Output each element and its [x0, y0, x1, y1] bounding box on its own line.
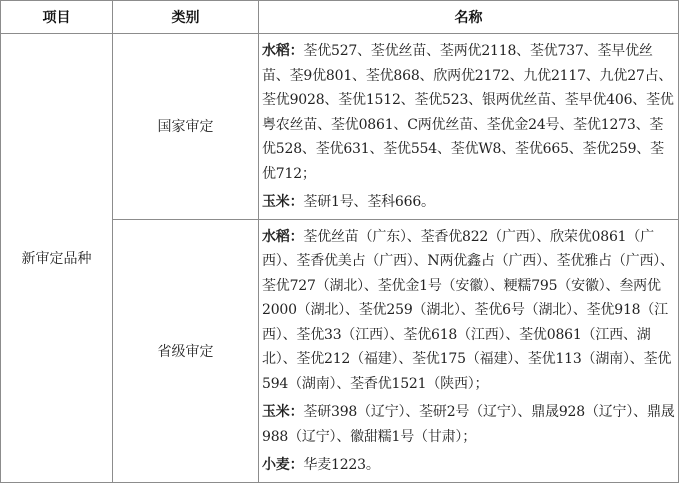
national-varieties: [259, 34, 679, 220]
provincial-corn-line: [262, 400, 676, 449]
section-cell: 新审定品种: [1, 34, 113, 483]
provincial-wheat-list: 华麦1223。: [303, 457, 380, 473]
corn-label: 玉米：: [262, 404, 304, 420]
national-corn-line: [262, 190, 676, 215]
header-row: [1, 1, 679, 34]
national-corn-list: 荃研1号、荃科666。: [303, 194, 435, 210]
wheat-label: 小麦：: [262, 457, 304, 473]
national-rice-line: [262, 39, 676, 186]
national-rice-list: 荃优527、荃优丝苗、荃两优2118、荃优737、荃早优丝苗、荃9优801、荃优868、欣两优2172、九优2117、九优27占、荃优9028、荃优1512、荃优523、银两优丝苗、荃早优406、荃优粤农丝苗、荃优0861、C两优丝苗、荃优金24号、荃优1273、荃优528、荃优631、荃优554、荃优W8、荃优665、荃优259、荃优712；: [262, 43, 674, 182]
category-provincial: 省级审定: [113, 219, 259, 482]
corn-label: 玉米：: [262, 194, 304, 210]
rice-label: 水稻：: [262, 228, 304, 245]
provincial-wheat-line: [262, 453, 676, 478]
header-item: 项目: [1, 1, 113, 34]
category-national: 国家审定: [113, 34, 259, 220]
provincial-corn-list: 荃研398（辽宁）、荃研2号（辽宁）、鼎晟928（辽宁）、鼎晟988（辽宁）、徽甜糯1号（甘肃）；: [262, 404, 675, 445]
provincial-rice-line: [262, 225, 676, 397]
provincial-varieties: [259, 219, 679, 482]
header-category: 类别: [113, 1, 259, 34]
table-row: [1, 34, 679, 220]
provincial-rice-list: 荃优丝苗（广东）、荃香优822（广西）、欣荣优0861（广西）、荃香优美占（广西）、N两优鑫占（广西）、荃优雅占（广西）、荃优727（湖北）、荃优金1号（安徽）、粳糯795（安徽）、叁两优2000（湖北）、荃优259（湖北）、荃优6号（湖北）、荃优918（江西）、荃优33（江西）、荃优618（江西）、荃优0861（江西、湖北）、荃优212（福建）、荃优175（福建）、荃优113（湖南）、荃优594（湖南）、荃香优1521（陕西）；: [262, 228, 674, 392]
header-name: 名称: [259, 1, 679, 34]
rice-label: 水稻：: [262, 43, 304, 59]
